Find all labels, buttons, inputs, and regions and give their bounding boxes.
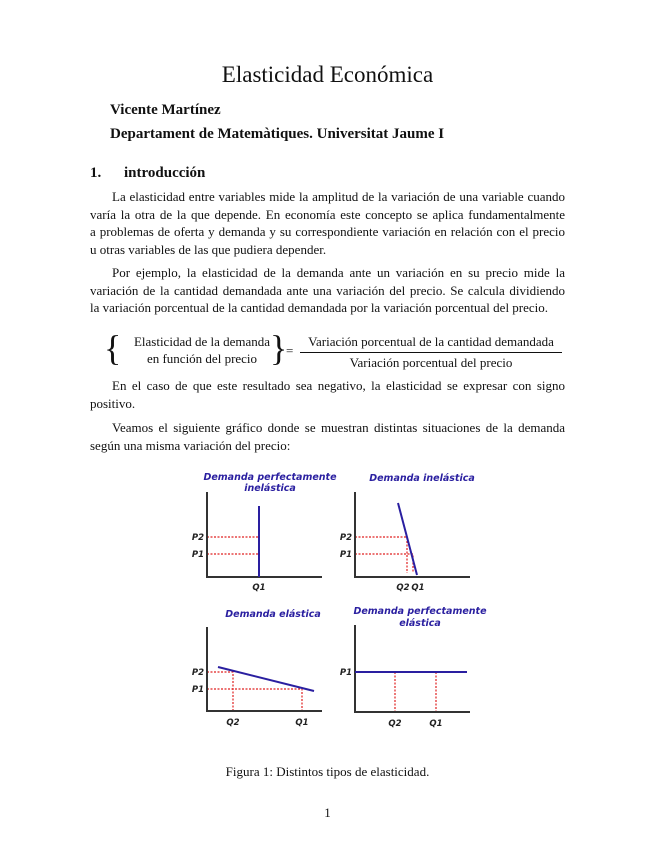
axis-label: Q1 bbox=[411, 583, 425, 593]
author: Vicente Martínez bbox=[110, 102, 221, 118]
axis-label: P2 bbox=[191, 533, 205, 543]
text-line: Por ejemplo, la elasticidad de la demanda ante un variación en su precio mide la bbox=[112, 265, 565, 280]
axis-label: Q2 bbox=[388, 719, 402, 729]
text-line: u otras variables de las que pudiera depender. bbox=[90, 241, 327, 257]
chart-title: Demanda inelástica bbox=[369, 473, 475, 484]
document-title: Elasticidad Económica bbox=[221, 62, 434, 87]
text-line: la variación porcentual de la cantidad demandada por la variación porcentual del precio. bbox=[90, 300, 549, 316]
chart-title: Demanda elástica bbox=[225, 609, 321, 620]
equation-left-line2: en función del precio bbox=[146, 351, 258, 366]
axis-label: P1 bbox=[339, 550, 353, 560]
axes bbox=[207, 492, 470, 712]
axis-label: Q1 bbox=[429, 719, 443, 729]
demand-curve-inelastic bbox=[398, 503, 417, 575]
chart-title: inelástica bbox=[244, 483, 296, 494]
chart-title: elástica bbox=[399, 618, 441, 629]
axis-label: Q2 bbox=[226, 718, 240, 728]
section-number: 1. bbox=[90, 165, 102, 181]
axis-label: P1 bbox=[191, 685, 205, 695]
axis-label: P1 bbox=[339, 668, 353, 678]
axis-label: Q1 bbox=[295, 718, 309, 728]
chart-title: Demanda perfectamente bbox=[353, 606, 487, 617]
axis-labels bbox=[192, 533, 443, 729]
axis-label: P1 bbox=[191, 550, 205, 560]
equals-sign: = bbox=[286, 343, 294, 358]
text-line: La elasticidad entre variables mide la amplitud de la variación de una variable cuando bbox=[112, 189, 565, 204]
axis-label: Q2 bbox=[396, 583, 410, 593]
axis-label: Q1 bbox=[252, 583, 266, 593]
text-line: varía la otra de la que depende. En economía este concepto se aplica fundamentalmente bbox=[90, 206, 565, 222]
chart-title: Demanda perfectamente bbox=[203, 472, 337, 483]
axis-label: P2 bbox=[339, 533, 353, 543]
figure-caption: Figura 1: Distintos tipos de elasticidad. bbox=[225, 764, 430, 779]
equation-left-line1: Elasticidad de la demanda bbox=[133, 334, 271, 349]
left-brace: { bbox=[104, 328, 122, 368]
affiliation: Departament de Matemàtiques. Universitat Jaume I bbox=[110, 126, 445, 142]
text-line: variación de la cantidad demandada ante una variación del precio. Se calcula dividiendo bbox=[90, 282, 565, 298]
page-number: 1 bbox=[324, 805, 331, 820]
axis-label: P2 bbox=[191, 668, 205, 678]
text-line: positivo. bbox=[90, 395, 136, 411]
demand-curves bbox=[218, 503, 467, 691]
equation-denominator: Variación porcentual del precio bbox=[349, 355, 513, 370]
text-line: según una misma variación del precio: bbox=[90, 437, 291, 453]
right-brace: } bbox=[270, 328, 288, 368]
equation-numerator: Variación porcentual de la cantidad demandada bbox=[308, 334, 554, 349]
text-line: a problemas de oferta y demanda y su correspondiente variación en relación con el precio bbox=[90, 224, 565, 240]
text-line: En el caso de que este resultado sea negativo, la elasticidad se expresar con signo bbox=[112, 378, 565, 393]
text-line: Veamos el siguiente gráfico donde se muestran distintas situaciones de la demanda bbox=[112, 420, 565, 435]
section-title: introducción bbox=[124, 165, 206, 181]
